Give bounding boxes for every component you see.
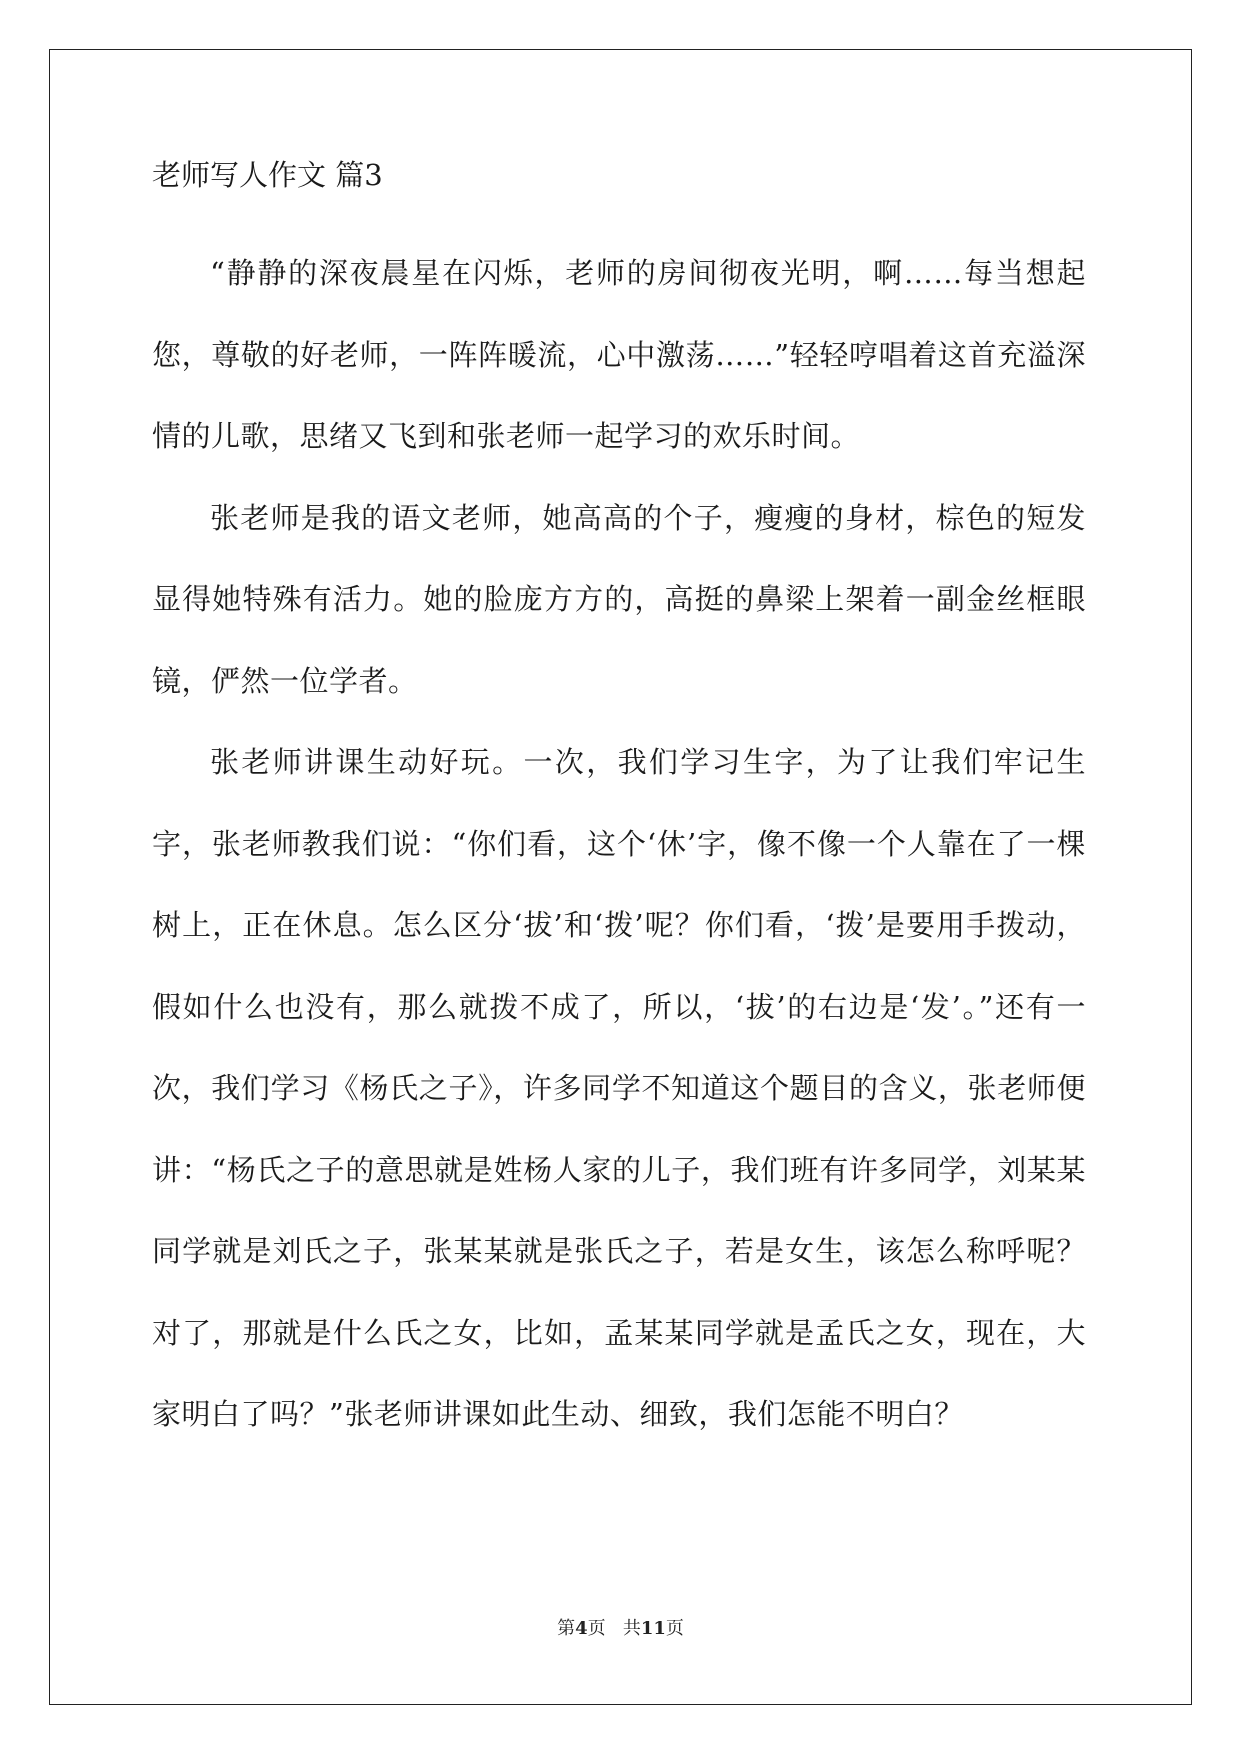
document-body — [152, 155, 1086, 1456]
paragraph-3: 张老师讲课生动好玩。一次，我们学习生字，为了让我们牢记生字，张老师教我们说：“你们看，这个‘休’字，像不像一个人靠在了一棵树上，正在休息。怎么区分‘拔’和‘拨’呢？你们看，‘拨’是要用手拨动，假如什么也没有，那么就拨不成了，所以，‘拔’的右边是‘发’。”还有一次，我们学习《杨氏之子》，许多同学不知道这个题目的含义，张老师便讲：“杨氏之子的意思就是姓杨人家的儿子，我们班有许多同学，刘某某同学就是刘氏之子，张某某就是张氏之子，若是女生，该怎么称呼呢？对了，那就是什么氏之女，比如，孟某某同学就是孟氏之女，现在，大家明白了吗？”张老师讲课如此生动、细致，我们怎能不明白？ — [152, 745, 1086, 1431]
paragraph-1: “静静的深夜晨星在闪烁，老师的房间彻夜光明，啊……每当想起您，尊敬的好老师，一阵阵暖流，心中激荡……”轻轻哼唱着这首充溢深情的儿歌，思绪又飞到和张老师一起学习的欢乐时间。 — [152, 256, 1086, 453]
footer-page-word: 页 — [587, 1618, 606, 1639]
paragraph-2: 张老师是我的语文老师，她高高的个子，瘦瘦的身材，棕色的短发显得她特殊有活力。她的脸庞方方的，高挺的鼻梁上架着一副金丝框眼镜，俨然一位学者。 — [152, 500, 1086, 698]
total-pages-number: 11 — [640, 1618, 666, 1639]
footer-total-suffix: 页 — [665, 1618, 684, 1639]
footer-total-prefix: 共 — [622, 1618, 641, 1639]
current-page-number: 4 — [575, 1618, 588, 1639]
footer-prefix: 第 — [557, 1618, 576, 1639]
page-footer — [0, 1614, 1241, 1640]
section-heading: 老师写人作文 篇3 — [152, 158, 383, 192]
